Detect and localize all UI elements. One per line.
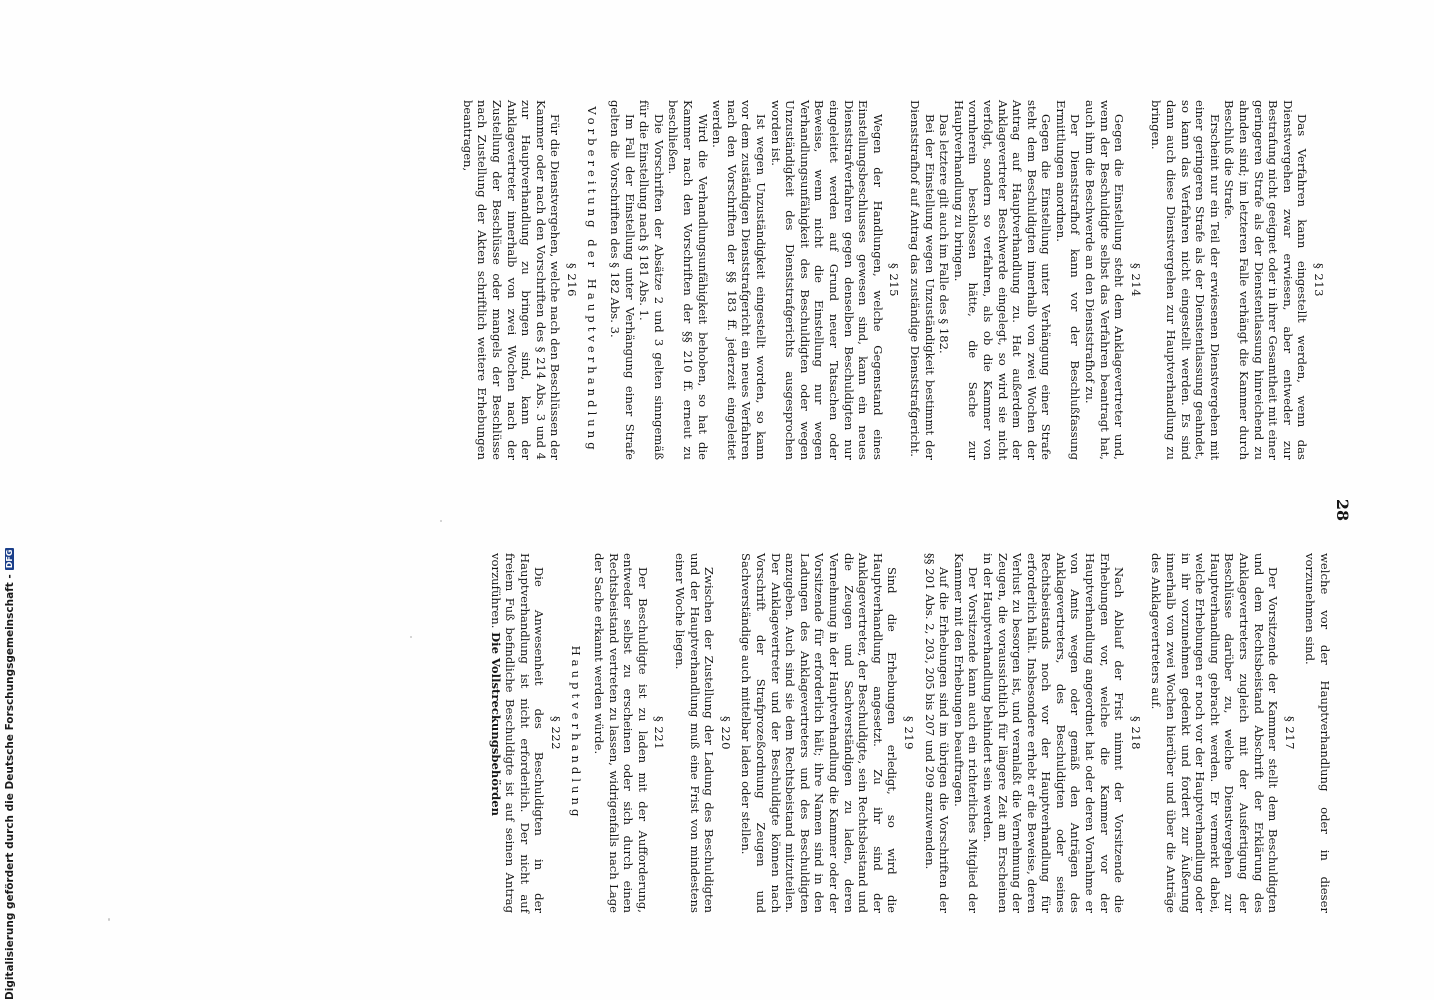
part-heading: Vorbereitung der Hauptverhandlung bbox=[585, 106, 600, 454]
paragraph: Wird die Verhandlungsunfähigkeit behoben, so hat die Kammer nach den Vorschriften der §§ 210 ff. erneut zu beschließen. bbox=[666, 100, 710, 460]
right-column bbox=[488, 553, 1332, 913]
paragraph: Das Verfahren kann eingestellt werden, wenn das Dienstvergehen zwar erwiesen, aber entweder zur Bestrafung nicht geeignet oder in ihrer Gesamtheit mit einer geringeren Strafe als der Dienstentlassung hinreichend zu ahnden sind; im letzteren Falle verhängt die Kammer durch Beschluß die Strafe. bbox=[1222, 100, 1310, 460]
paragraph: Der Vorsitzende kann auch ein richterliches Mitglied der Kammer mit den Erhebungen beauftragen. bbox=[951, 553, 981, 913]
section-heading: § 214 bbox=[1128, 262, 1143, 298]
section-heading: § 220 bbox=[718, 715, 733, 751]
paragraph: Der Dienststrafhof kann vor der Beschlußfassung Ermittlungen anordnen. bbox=[1053, 100, 1083, 460]
footer-text: Digitalisierung gefördert durch die Deutsche Forschungsgemeinschaft - bbox=[4, 574, 16, 1000]
paragraph: Gegen die Einstellung unter Verhängung einer Strafe steht dem Beschuldigten innerhalb von zwei Wochen der Antrag auf Hauptverhandlung zu. Hat außerdem der Anklagevertreter Beschwerde eingelegt, so wird sie nicht verfolgt, sondern so verfahren, als ob die Kammer von vornherein beschlossen hätte, die Sache zur Hauptverhandlung zu bringen. bbox=[951, 100, 1054, 460]
section-heading: § 217 bbox=[1282, 715, 1297, 751]
left-column bbox=[460, 100, 1332, 460]
paragraph-text: Die Anwesenheit des Beschuldigten in der Hauptverhandlung ist nicht erforderlich. Der nicht auf freiem Fuß befindliche Beschuldigte ist auf seinen Antrag vorzuführen. bbox=[488, 553, 547, 913]
section-heading: § 219 bbox=[901, 715, 916, 751]
section-heading: § 221 bbox=[652, 715, 667, 751]
paragraph: Erscheint nur ein Teil der erwiesenen Dienstvergehen mit einer geringeren Strafe als der Dienstentlassung geahndet, so kann das Verfahren nicht eingestellt werden. Es sind dann auch diese Dienstvergehen zur Hauptverhandlung zu bringen. bbox=[1149, 100, 1222, 460]
paragraph: Im Fall der Einstellung unter Verhängung einer Strafe gelten die Vorschriften des § 182 Abs. 3. bbox=[608, 100, 637, 460]
section-heading: § 216 bbox=[564, 262, 579, 298]
paragraph: Nach Ablauf der Frist nimmt der Vorsitzende die Erhebungen vor, welche die Kammer vor der Hauptverhandlung angeordnet hat oder deren Vornahme er von Amts wegen oder gemäß den Anträgen des Anklagevertreters, des Beschuldigten oder seines Rechtsbeistands noch vor der Hauptverhandlung für erforderlich hält. Insbesondere erhebt er die Beweise, deren Verlust zu besorgen ist, und veranlaßt die Vernehmung der Zeugen, die voraussichtlich für längere Zeit am Erscheinen in der Hauptverhandlung behindert sein werden. bbox=[980, 553, 1127, 913]
paragraph: Die Vorschriften der Absätze 2 und 3 gelten sinngemäß für die Einstellung nach § 181 Abs. 1. bbox=[637, 100, 666, 460]
paragraph: Bei der Einstellung wegen Unzuständigkeit bestimmt der Dienststrafhof auf Antrag das zuständige Dienststrafgericht. bbox=[907, 100, 937, 460]
paragraph: Zwischen der Zustellung der Ladung des Beschuldigten und der Hauptverhandlung muß eine Frist von mindestens einer Woche liegen. bbox=[673, 553, 717, 913]
paragraph: Wegen der Handlungen, welche Gegenstand eines Einstellungsbeschlusses gewesen sind, kann ein neues Dienststrafverfahren gegen denselben Beschuldigten nur eingeleitet werden auf Grund neuer Tatsachen oder Beweise, wenn nicht die Einstellung nur wegen Verhandlungsunfähigkeit des Beschuldigten oder wegen Unzuständigkeit des Dienststrafgerichts ausgesprochen worden ist. bbox=[768, 100, 885, 460]
paragraph: Gegen die Einstellung steht dem Anklagevertreter und, wenn der Beschuldigte selbst das Verfahren beantragt hat, auch ihm die Beschwerde an den Dienststrafhof zu. bbox=[1083, 100, 1127, 460]
part-heading: Hauptverhandlung bbox=[569, 645, 584, 821]
paragraph: Ist wegen Unzuständigkeit eingestellt worden, so kann vor dem zuständigen Dienststrafgericht ein neues Verfahren nach den Vorschriften der §§ 183 ff. jederzeit eingeleitet werden. bbox=[710, 100, 769, 460]
paragraph-bold-text: Die Vollstreckungsbehörden bbox=[488, 632, 503, 817]
section-heading: § 213 bbox=[1312, 262, 1326, 298]
paragraph: Sind die Erhebungen erledigt, so wird die Hauptverhandlung angesetzt. Zu ihr sind der Anklagevertreter, der Beschuldigte, sein Rechtsbeistand und die Zeugen und Sachverständigen zu laden, deren Vernehmung in der Hauptverhandlung die Kammer oder der Vorsitzende für erforderlich hält; ihre Namen sind in den Ladungen des Anklagevertreters und des Beschuldigten anzugeben. Auch sind sie dem Rechtsbeistand mitzuteilen. Der Anklagevertreter und der Beschuldigte können nach Vorschrift der Strafprozeßordnung Zeugen und Sachverständige auch mittelbar laden oder stellen. bbox=[739, 553, 900, 913]
paragraph: welche vor der Hauptverhandlung oder in dieser vorzunehmen sind. bbox=[1303, 553, 1332, 913]
paragraph: Das letztere gilt auch im Falle des § 182. bbox=[937, 114, 952, 354]
page-number: 28 bbox=[1333, 498, 1352, 522]
section-heading: § 215 bbox=[887, 262, 902, 298]
dfg-logo: DFG bbox=[5, 549, 14, 569]
paragraph: Für die Dienstvergehen, welche nach den Beschlüssen der Kammer oder nach den Vorschriften des § 214 Abs. 3 und 4 zur Hauptverhandlung zu bringen sind, kann der Anklagevertreter innerhalb von zwei Wochen nach der Zustellung der Beschlüsse oder mangels der Beschlüsse nach Zustellung der Akten schriftlich weitere Erhebungen beantragen, bbox=[460, 100, 563, 460]
paragraph bbox=[488, 553, 546, 913]
digitization-footer bbox=[4, 548, 16, 1000]
paragraph: Auf die Erhebungen sind im übrigen die Vorschriften der §§ 201 Abs. 2, 203, 205 bis 207 und 209 anzuwenden. bbox=[922, 553, 952, 913]
paragraph: Der Vorsitzende der Kammer stellt dem Beschuldigten und dem Rechtsbeistand Abschrift der Erklärung des Anklagevertreters zugleich mit der Ausfertigung der Beschlüsse darüber zu, welche Dienstvergehen zur Hauptverhandlung gebracht werden. Er vermerkt dabei, welche Erhebungen er noch vor der Hauptverhandlung oder in ihr vorzunehmen gedenkt und fordert zur Äußerung innerhalb von zwei Wochen hierüber und über die Anträge des Anklagevertreters auf. bbox=[1149, 553, 1281, 913]
section-heading: § 222 bbox=[548, 715, 563, 751]
section-heading: § 218 bbox=[1128, 715, 1143, 751]
paragraph: Der Beschuldigte ist zu laden mit der Aufforderung, entweder selbst zu erscheinen oder sich durch einen Rechtsbeistand vertreten zu lassen, widrigenfalls nach Lage der Sache erkannt werden würde. bbox=[592, 553, 650, 913]
